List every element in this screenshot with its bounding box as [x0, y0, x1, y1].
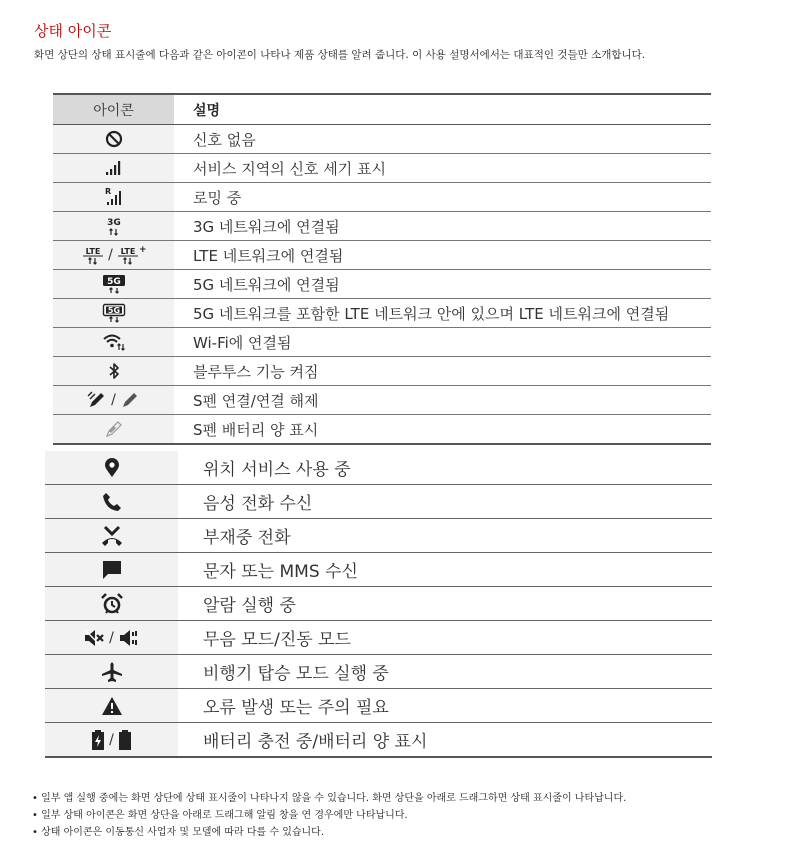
spen-connected-icon — [87, 391, 107, 409]
intro-text: 화면 상단의 상태 표시줄에 다음과 같은 아이콘이 나타나 제품 상태를 알려 줍니다. 이 사용 설명서에서는 대표적인 것들만 소개합니다. — [34, 49, 646, 61]
row-desc: 비행기 탑승 모드 실행 중 — [178, 655, 712, 689]
header-desc: 설명 — [174, 94, 711, 125]
row-desc: 5G 네트워크에 연결됨 — [174, 270, 711, 299]
table-row — [53, 299, 711, 328]
missed-call-icon — [101, 525, 123, 547]
5g-nsa-network-icon — [102, 303, 126, 323]
table-row — [53, 183, 711, 212]
table-row — [53, 386, 711, 415]
table-row — [53, 241, 711, 270]
section-title: 상태 아이콘 — [34, 22, 112, 40]
signal-strength-icon — [105, 159, 123, 177]
row-desc: 위치 서비스 사용 중 — [178, 451, 712, 485]
row-desc: 서비스 지역의 신호 세기 표시 — [174, 154, 711, 183]
notes-list — [32, 790, 626, 841]
table-row — [53, 125, 711, 154]
table-row — [53, 270, 711, 299]
row-desc: Wi-Fi에 연결됨 — [174, 328, 711, 357]
vibrate-icon — [118, 628, 140, 648]
row-desc: LTE 네트워크에 연결됨 — [174, 241, 711, 270]
row-desc: S펜 배터리 양 표시 — [174, 415, 711, 445]
roaming-letter: R — [104, 187, 111, 196]
row-desc: 5G 네트워크를 포함한 LTE 네트워크 안에 있으며 LTE 네트워크에 연결됨 — [174, 299, 711, 328]
row-desc: 3G 네트워크에 연결됨 — [174, 212, 711, 241]
row-desc: 무음 모드/진동 모드 — [178, 621, 712, 655]
warning-icon — [101, 696, 123, 716]
note-item: • 일부 앱 실행 중에는 화면 상단에 상태 표시줄이 나타나지 않을 수 있습니다. 화면 상단을 아래로 드래그하면 상태 표시줄이 나타납니다. — [32, 793, 627, 804]
airplane-icon — [101, 661, 123, 683]
icon-separator: / — [111, 392, 116, 409]
status-icon-table-notifications — [45, 451, 712, 758]
lte-plus-network-icon — [117, 245, 145, 265]
3g-network-icon — [105, 216, 123, 236]
bluetooth-icon — [107, 362, 121, 380]
lte-label: LTE — [85, 247, 101, 256]
table-row — [45, 451, 712, 485]
header-icon: 아이콘 — [53, 94, 174, 125]
table-row — [45, 655, 712, 689]
status-icon-table-network — [53, 93, 711, 445]
table-row — [53, 357, 711, 386]
row-desc: 로밍 중 — [174, 183, 711, 212]
5g-label: 5G — [106, 277, 121, 287]
row-desc: S펜 연결/연결 해제 — [174, 386, 711, 415]
table-header — [53, 94, 711, 125]
table-row — [45, 723, 712, 758]
row-desc: 신호 없음 — [174, 125, 711, 154]
spen-disconnected-icon — [120, 391, 140, 409]
row-desc: 배터리 충전 중/배터리 양 표시 — [178, 723, 712, 758]
3g-label: 3G — [106, 218, 121, 228]
alarm-icon — [101, 593, 123, 615]
lte-plus-label: LTE — [120, 247, 136, 256]
mute-icon — [83, 628, 105, 648]
message-icon — [102, 560, 122, 580]
row-desc: 블루투스 기능 켜짐 — [174, 357, 711, 386]
5g-nsa-label: 5G — [107, 306, 120, 315]
table-row — [45, 519, 712, 553]
row-desc: 알람 실행 중 — [178, 587, 712, 621]
icon-separator: / — [109, 731, 114, 748]
no-signal-icon — [105, 130, 123, 148]
wifi-icon — [102, 333, 126, 351]
table-row — [53, 415, 711, 445]
table-row — [45, 689, 712, 723]
phone-call-icon — [102, 492, 122, 512]
spen-battery-icon — [104, 420, 124, 438]
note-item: • 상태 아이콘은 이동통신 사업자 및 모델에 따라 다를 수 있습니다. — [32, 827, 325, 838]
table-row — [45, 587, 712, 621]
battery-level-icon — [118, 729, 132, 751]
battery-charging-icon — [91, 729, 105, 751]
table-row — [45, 621, 712, 655]
table-row — [53, 328, 711, 357]
row-desc: 문자 또는 MMS 수신 — [178, 553, 712, 587]
row-desc: 음성 전화 수신 — [178, 485, 712, 519]
icon-separator: / — [109, 629, 114, 646]
table-row — [45, 553, 712, 587]
5g-network-icon — [102, 274, 126, 294]
roaming-icon — [105, 187, 123, 207]
note-item: • 일부 상태 아이콘은 화면 상단을 아래로 드래그해 알림 창을 연 경우에만 나타납니다. — [32, 810, 408, 821]
table-row — [53, 154, 711, 183]
table-row — [45, 485, 712, 519]
row-desc: 부재중 전화 — [178, 519, 712, 553]
row-desc: 오류 발생 또는 주의 필요 — [178, 689, 712, 723]
location-icon — [104, 458, 120, 478]
icon-separator: / — [108, 247, 113, 263]
lte-network-icon — [82, 245, 104, 265]
table-row — [53, 212, 711, 241]
lte-plus-sign: + — [138, 245, 147, 255]
